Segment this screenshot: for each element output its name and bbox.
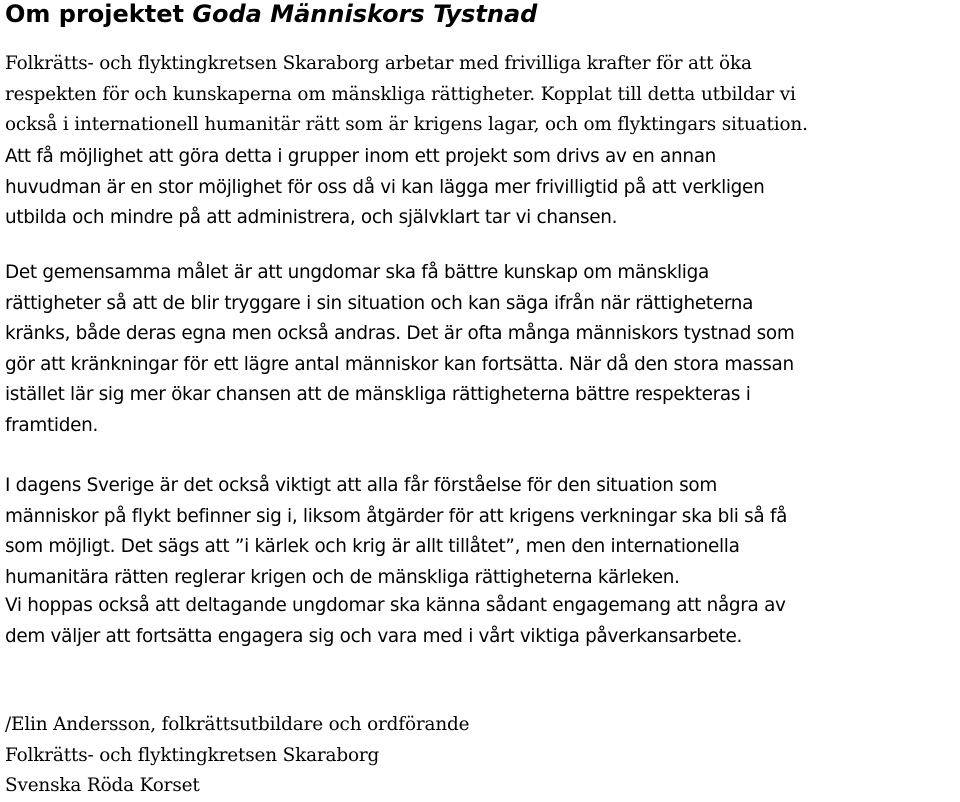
signature-organization: Folkrätts- och flyktingkretsen Skaraborg [5,744,380,766]
title-project-name: Goda Människors Tystnad [192,0,538,28]
text-line: humanitära rätten reglerar krigen och de mänskliga rättigheterna kärleken. [5,566,680,588]
title-prefix: Om projektet [5,0,193,28]
text-line: människor på flykt befinner sig i, liksom åtgärder för att krigens verkningar ska bli så få [5,505,788,527]
hope-paragraph [5,591,786,652]
text-line: Vi hoppas också att deltagande ungdomar ska känna sådant engagemang att några av [5,595,786,616]
text-line: som möjligt. Det sägs att ”i kärlek och krig är allt tillåtet”, men den internationella [5,536,740,557]
text-line: Att få möjlighet att göra detta i grupper inom ett projekt som drivs av en annan [5,146,717,167]
text-line: gör att kränkningar för ett lägre antal människor kan fortsätta. När då den stora massan [5,353,794,375]
opportunity-paragraph [5,142,764,234]
text-line: Det gemensamma målet är att ungdomar ska få bättre kunskap om mänskliga [5,262,709,283]
text-line: respekten för och kunskaperna om mänskliga rättigheter. Kopplat till detta utbildar vi [5,83,796,105]
text-line: huvudman är en stor möjlighet för oss då vi kan lägga mer frivilligtid på att verkligen [5,176,765,198]
document-title [5,0,537,28]
signature-parent-organization: Svenska Röda Korset [5,775,200,796]
signature-name: /Elin Andersson, folkrättsutbildare och ordförande [5,714,470,735]
text-line: istället lär sig mer ökar chansen att de mänskliga rättigheterna bättre respekteras i [5,384,751,405]
goal-paragraph [5,258,794,441]
text-line: Folkrätts- och flyktingkretsen Skaraborg arbetar med frivilliga krafter för att öka [5,53,752,74]
intro-paragraph [5,49,808,141]
sweden-paragraph [5,471,787,593]
text-line: kränks, både deras egna men också andras. Det är ofta många människors tystnad som [5,323,795,344]
text-line: framtiden. [5,414,99,436]
text-line: utbilda och mindre på att administrera, och självklart tar vi chansen. [5,207,618,228]
text-line: också i internationell humanitär rätt som är krigens lagar, och om flyktingars situation. [5,114,808,135]
text-line: rättigheter så att de blir tryggare i sin situation och kan säga ifrån när rättigheterna [5,292,754,314]
text-line: I dagens Sverige är det också viktigt att alla får förståelse för den situation som [5,475,717,496]
text-line: dem väljer att fortsätta engagera sig och vara med i vårt viktiga påverkansarbete. [5,625,743,647]
signature-block [5,710,469,802]
